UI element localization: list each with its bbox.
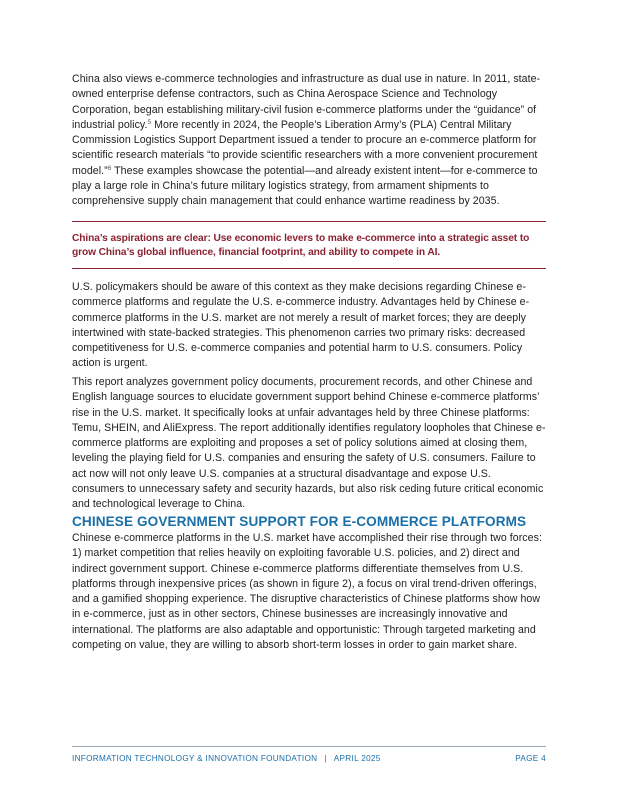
paragraph-government-support: Chinese e-commerce platforms in the U.S. market have accomplished their rise through two forces: 1) market competition that relies heavily on exploiting favorable U.S. policies, and 2) direct and indirect government support. Chinese e-commerce platforms differentiate themselves from U.S. platforms through inexpensive prices (as shown in figure 2), a focus on viral trend-driven offerings, and a gamified shopping experience. The disruptive characteristics of Chinese platforms show how in e-commerce, just as in other sectors, Chinese businesses are increasingly innovative and international. The platforms are also adaptable and opportunistic: Through targeted marketing and competing on value, they are willing to absorb short-term losses in order to gain market share. <box>72 532 542 652</box>
footer-date: APRIL 2025 <box>333 754 381 763</box>
paragraph-text: China also views e-commerce technologies and infrastructure as dual use in nature. In 2011, state-owned enterprise defense contractors, such as China Aerospace Science and Technology Corporation, began establishing military-civil fusion e-commerce platforms under the “guidance” of industrial policy. <box>72 73 541 131</box>
paragraph-policymakers: U.S. policymakers should be aware of this context as they make decisions regarding Chinese e-commerce platforms and regulate the U.S. e-commerce industry. Advantages held by Chinese e-commerce platforms in the U.S. market are not merely a result of market forces; they are deeply intertwined with state-backed strategies. This phenomenon carries two primary risks: decreased competitiveness for U.S. e-commerce companies and potential harm to U.S. consumers. Policy action is urgent. <box>72 281 530 370</box>
paragraph-text: These examples showcase the potential—and already existent intent—for e-commerce to play a large role in China’s future military logistics strategy, from armament shipments to comprehensive supply chain management that could enhance wartime readiness by 2035. <box>72 164 538 208</box>
callout-box <box>72 221 546 269</box>
page-number: PAGE 4 <box>515 754 546 763</box>
footer-organization: INFORMATION TECHNOLOGY & INNOVATION FOUNDATION <box>72 754 318 763</box>
paragraph-report-overview: This report analyzes government policy documents, procurement records, and other Chinese and English language sources to elucidate government support behind Chinese e-commerce platforms’ rise in the U.S. market. It specifically looks at unfair advantages held by three Chinese platforms: Temu, SHEIN, and AliExpress. The report additionally identifies regulatory loopholes that Chinese e-commerce platforms are exploiting and proposes a set of policy solutions aimed at closing them, leveling the playing field for U.S. companies and ensuring the safety of U.S. consumers. Failure to act now will not only leave U.S. companies at a structural disadvantage and expose U.S. consumers to unnecessary safety and security hazards, but also risk ceding future critical economic and technological leverage to China. <box>72 376 546 511</box>
callout-text: China’s aspirations are clear: Use economic levers to make e-commerce into a strategic asset to grow China’s global influence, financial footprint, and ability to compete in AI. <box>72 233 530 258</box>
section-heading: CHINESE GOVERNMENT SUPPORT FOR E-COMMERCE PLATFORMS <box>72 514 527 529</box>
footer-separator: | <box>324 754 327 763</box>
footnote-ref-5[interactable]: 5 <box>147 118 152 126</box>
footer-left <box>72 754 381 763</box>
paragraph-text: More recently in 2024, the People’s Liberation Army’s (PLA) Central Military Commission Logistics Support Department issued a tender to procure an e-commerce platform for scientific research materials “to provide scientific researchers with a more convenient procurement model.” <box>72 118 538 177</box>
page-footer <box>72 754 546 763</box>
footnote-ref-6[interactable]: 6 <box>107 164 112 172</box>
paragraph-dual-use <box>72 72 546 210</box>
footer-divider <box>72 746 546 747</box>
